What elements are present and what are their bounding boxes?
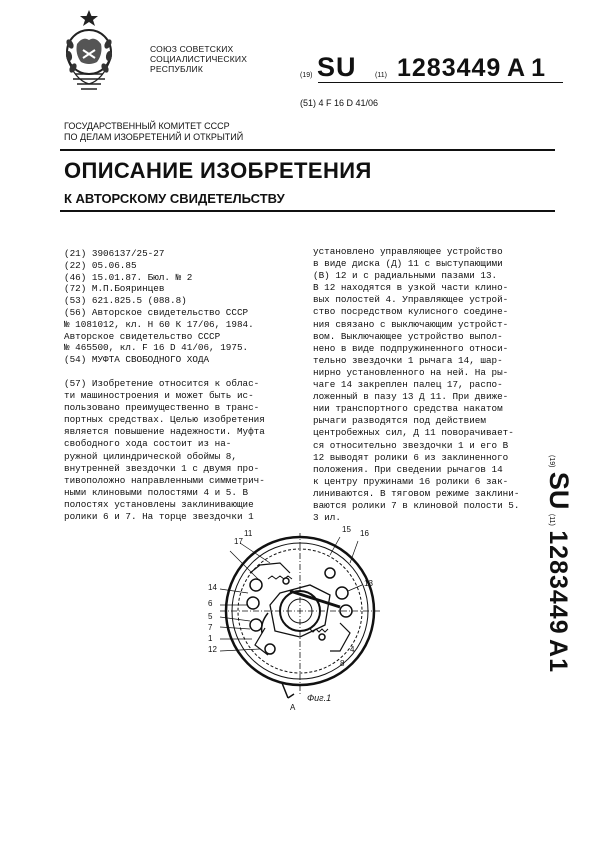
abstract-line: тивоположно направленными симметрич- (64, 474, 265, 486)
abstract-line: вых полостей 4. Управляющее устрой- (313, 294, 509, 306)
section-letter: А (290, 703, 296, 712)
divider (318, 82, 563, 83)
abstract-line: (В) 12 и с радиальными пазами 13. (313, 270, 498, 282)
callout-label: 1 (208, 634, 213, 643)
patent-number: 1283449 (397, 54, 502, 82)
committee-line: ПО ДЕЛАМ ИЗОБРЕТЕНИЙ И ОТКРЫТИЙ (64, 132, 244, 142)
side-country-code: SU (544, 471, 574, 510)
abstract-line: ваются ролики 7 в клиновой полости 5. (313, 499, 520, 511)
callout-label: 13 (364, 579, 373, 588)
abstract-line: в виде диска (Д) 11 с выступающими (313, 258, 503, 270)
abstract-line: ными клиновыми полостями 4 и 5. В (64, 486, 249, 498)
country-line: СОЮЗ СОВЕТСКИХ (150, 44, 234, 54)
biblio-line: (21) 3906137/25-27 (64, 248, 165, 259)
abstract-right-column (313, 246, 533, 524)
inid-11: (11) (548, 513, 555, 526)
abstract-line: линиваются. В тяговом режиме заклини- (313, 487, 520, 499)
abstract-line: к центру пружинами 16 ролики 6 зак- (313, 475, 509, 487)
callout-label: 11 (244, 529, 253, 538)
abstract-line: является повышение надежности. Муфта (64, 426, 265, 438)
vertical-patent-label (530, 455, 574, 705)
callout-label: 14 (208, 583, 217, 592)
biblio-line: № 465500, кл. F 16 D 41/06, 1975. (64, 342, 249, 354)
callout-label: 6 (208, 599, 213, 608)
callout-label: 7 (208, 623, 213, 632)
issuing-committee (64, 121, 243, 143)
country-code: SU (317, 52, 357, 82)
abstract-line: рычаги разводятся под действием (313, 415, 486, 427)
abstract-line: центробежных сил, Д 11 поворачивает- (313, 427, 514, 439)
callout-label: 15 (342, 525, 351, 534)
callout-label: 17 (234, 537, 243, 546)
figure-caption: Фиг.1 (307, 693, 332, 703)
biblio-line: (54) МУФТА СВОБОДНОГО ХОДА (64, 354, 210, 366)
abstract-line: ство посредством кулисного соедине- (313, 306, 509, 318)
abstract-line: вом. Выключающее устройство выпол- (313, 330, 503, 342)
callout-label: 4 (350, 645, 355, 654)
abstract-line: ния связано с выключающим устройст- (313, 318, 509, 330)
abstract-line: ти машиностроения и может быть ис- (64, 390, 254, 402)
abstract-line: положения. При сведении рычагов 14 (313, 463, 503, 475)
abstract-line: пользовано преимущественно в транс- (64, 402, 260, 414)
biblio-line: (22) 05.06.85 (64, 259, 137, 271)
divider (60, 210, 555, 212)
country-line: СОЦИАЛИСТИЧЕСКИХ (150, 54, 248, 64)
abstract-line: 3 ил. (313, 512, 341, 524)
abstract-line: В 12 находятся в узкой части клино- (313, 282, 509, 294)
ipc-code: F 16 D 41/06 (326, 98, 379, 108)
document-title: ОПИСАНИЕ ИЗОБРЕТЕНИЯ (64, 158, 372, 183)
inid-51: (51) 4 (300, 98, 324, 108)
figure-1-drawing (190, 525, 390, 718)
abstract-line: нирно установленного на ней. На ры- (313, 366, 509, 378)
committee-line: ГОСУДАРСТВЕННЫЙ КОМИТЕТ СССР (64, 121, 230, 131)
abstract-line: портных средствах. Целью изобретения (64, 414, 265, 426)
abstract-line: нии транспортного средства накатом (313, 403, 503, 415)
ipc-classification (300, 98, 378, 108)
biblio-line: (56) Авторское свидетельство СССР (64, 306, 249, 318)
callout-label: 5 (208, 612, 213, 621)
inid-19: (19) (548, 455, 555, 468)
inid-19: (19) (300, 72, 313, 79)
biblio-line: Авторское свидетельство СССР (64, 330, 221, 342)
abstract-line: ролики 6 и 7. На торце звездочки 1 (64, 511, 254, 523)
abstract-left-column (64, 378, 290, 523)
callout-label: 8 (340, 659, 345, 668)
country-name (150, 44, 247, 74)
callout-label: 12 (208, 645, 217, 654)
abstract-line: тельно звездочки 1 рычага 14, шар- (313, 354, 503, 366)
state-emblem (53, 8, 125, 96)
abstract-line: 12 выводят ролики 6 из заклиненного (313, 451, 509, 463)
abstract-line: чаге 14 закреплен палец 17, распо- (313, 379, 503, 391)
abstract-line: установлено управляющее устройство (313, 246, 503, 257)
abstract-line: ружной цилиндрической обоймы 8, (64, 450, 237, 462)
country-line: РЕСПУБЛИК (150, 64, 204, 74)
abstract-line: нено в виде подпружиненного относи- (313, 342, 509, 354)
kind-code: A 1 (507, 54, 545, 82)
side-patent-number: 1283449 (544, 530, 572, 635)
inid-11: (11) (375, 72, 387, 79)
abstract-line: ложенный в пазу 13 Д 11. При движе- (313, 391, 509, 403)
abstract-line: ся относительно звездочки 1 и его В (313, 439, 509, 451)
biblio-line: (46) 15.01.87. Бюл. № 2 (64, 271, 193, 283)
abstract-line: полостях установлены заклинивающие (64, 498, 254, 510)
abstract-line: (57) Изобретение относится к облас- (64, 378, 260, 389)
document-subtitle: К АВТОРСКОМУ СВИДЕТЕЛЬСТВУ (64, 191, 285, 206)
biblio-line: № 1081012, кл. Н 60 К 17/06, 1984. (64, 318, 254, 330)
abstract-line: внутренней звездочки 1 с двумя про- (64, 462, 260, 474)
side-kind-code: A1 (544, 639, 572, 674)
biblio-line: (72) М.П.Бояринцев (64, 283, 165, 295)
abstract-line: свободного хода состоит из на- (64, 438, 232, 450)
bibliographic-data (64, 248, 254, 366)
callout-label: 16 (360, 529, 369, 538)
divider (60, 149, 555, 151)
biblio-line: (53) 621.825.5 (088.8) (64, 295, 187, 307)
